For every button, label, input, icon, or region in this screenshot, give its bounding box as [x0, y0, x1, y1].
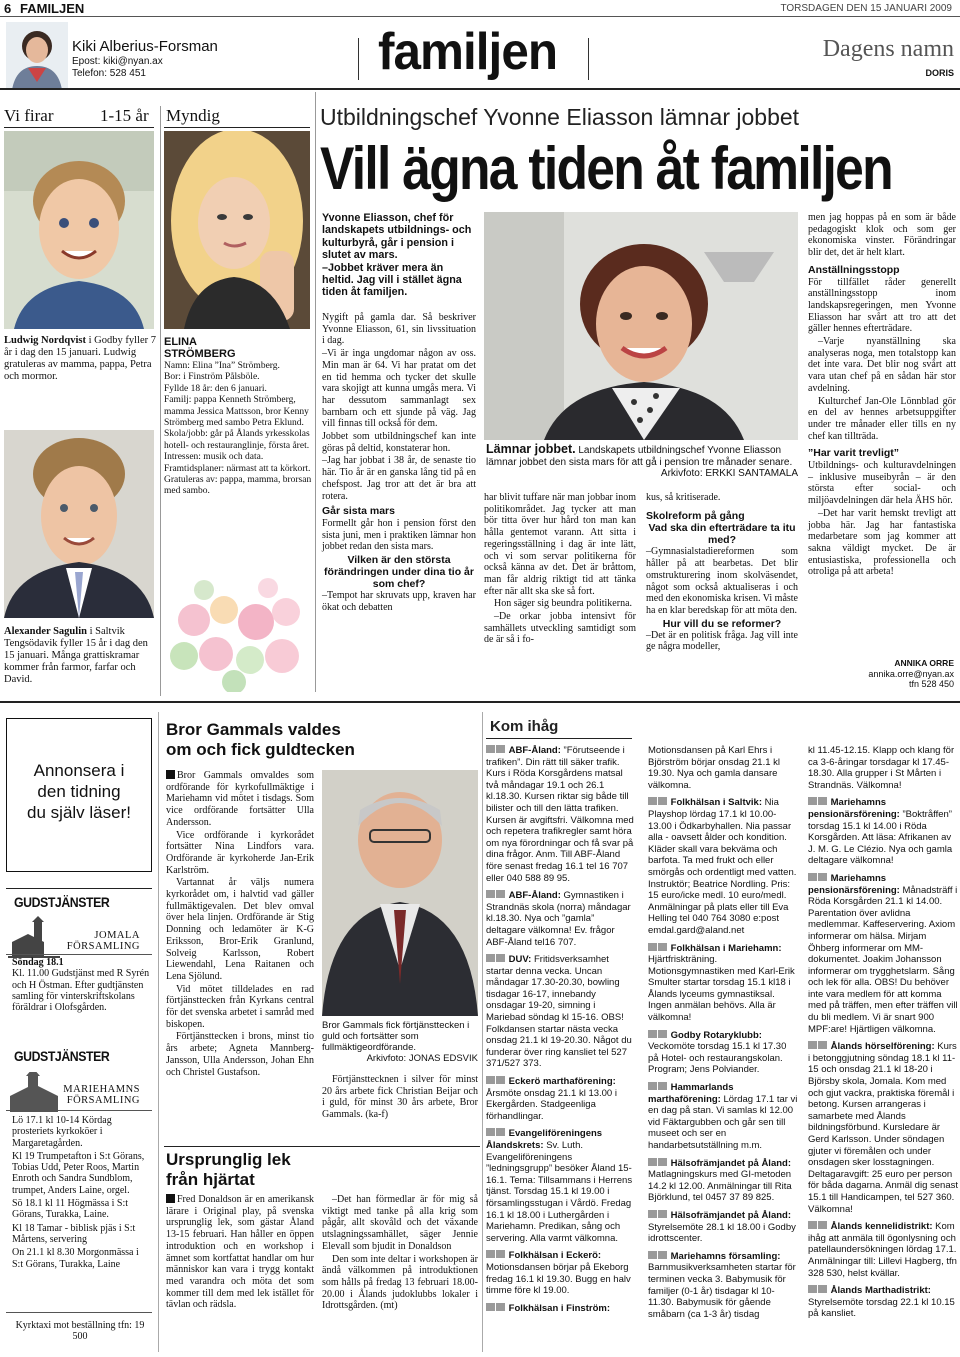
notice	[486, 1250, 636, 1296]
notice-marker	[658, 1251, 667, 1259]
alexander-name: Alexander Sagulin	[4, 626, 87, 637]
dagens-namn-label: Dagens namn	[822, 36, 954, 62]
notice-text: kl 11.45-12.15. Klapp och klang för ca 3-6-åringar torsdagar kl 17.45-18.30. Alla grupper i St Mårten i Strandnäs. Välkomna!	[808, 745, 955, 791]
paragraph: Vartannat år väljs numera kyrkorådet om, i halvtid vad gäller fullmäktigevalen. Det blev omval över hela linjen. Ordförande är Stig Donning och ledamöter är K-G Eriksson, Bror-Erik Granlund, Solveig Karlsson, Robert Liewendahl, Lena Raitanen och Lena Sjölund.	[166, 877, 314, 982]
elina-fact: Skola/jobb: går på Ålands yrkesskolas hotell- och restauranglinje, första året.	[164, 429, 310, 451]
ad-line: den tidning	[37, 782, 121, 801]
ad-line: du själv läser!	[27, 803, 131, 822]
notice-text: Matlagningskurs med GI-metoden 14.2 kl 12.00. Anmälningar till Rita Björklund, tel 0457 37 89 825.	[648, 1169, 792, 1204]
paragraph: Formellt går hon i pension först den sista juni, men i praktiken lämnar hon jobbet redan den sista mars.	[322, 517, 476, 553]
notice-text: Månadsträff i Röda Korsgården 21.1 kl 14.00. Parentation över avlidna medlemmar. Kaffeservering. Axiom informerar om hälsa. Mirjam Öhberg informerar om MM-dokumentet. Joakim Johansson informerar om trygghetslarm. Sång och lek för alla. OBS! Du behöver inte vara medlem för att komma med på träffen, men efter träffen vill du bli medlem. Vi är snart 900 MPF:are! Hjärtligen välkomna.	[808, 884, 958, 1035]
paragraph: –Det han förmedlar är för mig så viktigt med tanke på alla krig som pågår, allt skovåld och det växande utslagningssamhället, säger Jennie Elevall som bjudit in Donaldson	[322, 1194, 478, 1252]
notice	[648, 797, 798, 936]
notice	[486, 1128, 636, 1244]
elina-fact: Framtidsplaner: närmast att ta körkort.	[164, 463, 311, 474]
ludwig-name: Ludwig Nordqvist	[4, 335, 86, 346]
yvonne-photo	[484, 212, 798, 440]
paragraph: –De orkar jobba intensivt för samhällets utveckling samtidigt som de är så i fo-	[484, 611, 636, 646]
ad-line: Annonsera i	[33, 761, 125, 780]
lead-text: Yvonne Eliasson, chef för landskapets utbildnings- och kulturbyrå, går i pension i slutet av mars.	[322, 212, 472, 262]
elina-fact: Intressen: musik och data.	[164, 452, 264, 463]
subhead: Går sista mars	[322, 505, 395, 518]
notice-marker	[486, 1128, 495, 1136]
age-label: 1-15 år	[100, 106, 149, 125]
notice-text: Sv. Luth. Evangeliföreningens ”ledningsgrupp” besöker Åland 15-16.1. Tema: Tillsammans i Herrens tjänst. Torsdag 15.1 kl 19.00 i församlingsstugan i Vårdö. Fredag 16.1 kl 18.00 i Luthergården i Mariehamn. Predikan, sång och servering. Alla varmt välkomna.	[486, 1140, 633, 1244]
jomala-schedule	[12, 957, 152, 1013]
elina-fact: Namn: Elina ”Ina” Strömberg.	[164, 361, 280, 371]
notice-marker	[818, 1285, 827, 1293]
ludwig-caption	[4, 335, 156, 383]
notice	[486, 1076, 636, 1122]
notice-title: ABF-Åland:	[508, 890, 561, 902]
notice-marker	[658, 943, 667, 951]
elina-first-name: ELINA	[164, 336, 197, 348]
elina-fact: Familj: pappa Kenneth Strömberg, mamma Jessica Mattsson, bror Kenny Strömberg med sambo Petra Eklund.	[164, 395, 309, 429]
article-col3	[646, 492, 798, 654]
paragraph	[166, 770, 314, 829]
notice-marker	[658, 1158, 667, 1166]
mariehamn-parish	[60, 1084, 140, 1106]
paragraph: –Tempot har skruvats upp, kraven har ökat och debatten	[322, 590, 476, 613]
notice-marker	[818, 1221, 827, 1229]
notice-marker	[808, 1285, 817, 1293]
elina-fact: Fyllde 18 år: den 6 januari.	[164, 383, 267, 394]
article-kicker: Utbildningschef Yvonne Eliasson lämnar jobbet	[320, 104, 800, 130]
kom-ihag-col2	[648, 745, 798, 1326]
schedule-line: On 21.1 kl 8.30 Morgonmässa i S:t Görans, Turakka, Laine	[12, 1247, 139, 1270]
bror-col2: Förtjänsttecknen i silver för minst 20 års arbete fick Christian Beijar och i guld, för minst 30 års arbete, Bror Gammals. (ka-f)	[322, 1074, 478, 1121]
notice	[648, 1210, 798, 1245]
elina-photo	[164, 131, 310, 329]
paragraph: Utbildnings- och kulturavdelningen – inklusive museibyrån – är den största efter social- och miljöavdelningen där hela ÄHS hör.	[808, 460, 956, 507]
notice-title: ABF-Åland:	[508, 745, 561, 756]
editor-photo	[6, 22, 68, 90]
article-col1	[322, 312, 476, 614]
notice-marker	[808, 1221, 817, 1229]
editor-email[interactable]: Epost: kiki@nyan.ax	[72, 56, 163, 67]
ludwig-caption-text: i Godby fyller 7 år i dag den 15 januari. Ludwig gratuleras av mamma, pappa, Petra och mormor.	[4, 335, 156, 382]
subhead: Anställningsstopp	[808, 263, 900, 276]
notice-marker	[658, 797, 667, 805]
schedule-line: Kl 18 Tamar - biblisk pjäs i S:t Mårtens, servering	[12, 1222, 136, 1245]
byline	[868, 658, 954, 690]
mariehamn-schedule	[12, 1115, 152, 1272]
mariehamn-church-icon	[8, 1072, 60, 1114]
lead-quote: –Jobbet kräver mera än heltid. Jag vill i stället ägna tiden åt familjen.	[322, 261, 462, 299]
paragraph: Hon säger sig beundra politikerna.	[494, 598, 633, 610]
notice-text: Barnmusikverksamheten startar för terminen vecka 3. Babymusik för familjer (0-1 år) tisdagar kl 10-11.30. Babymusik för gående småbarn (ca 1-3 år) tisdag	[648, 1262, 796, 1320]
notice-marker	[648, 1251, 657, 1259]
flowers-photo	[164, 560, 312, 692]
notice-marker	[486, 1250, 495, 1258]
notice	[648, 1158, 798, 1204]
notice-title: Folkhälsan i Saltvik:	[670, 797, 762, 809]
notice	[808, 873, 958, 1035]
question: Vilken är den största förändringen under dina tio år som chef?	[324, 554, 474, 591]
elina-last-name: STRÖMBERG	[164, 348, 236, 360]
alexander-photo	[4, 430, 154, 618]
notice-text: Motionsdansen börjar på Ekeborg fredag 16.1 kl 19.30. Bugg en halv timme före kl 19.00.	[486, 1261, 631, 1297]
notice-title: Folkhälsan i Finström:	[508, 1302, 610, 1314]
parish-type: FÖRSAMLING	[66, 941, 140, 952]
notice-marker	[808, 873, 817, 881]
notice-marker	[808, 1041, 817, 1049]
notice-title: Hälsofrämjandet på Åland:	[670, 1157, 791, 1169]
notice-marker	[496, 954, 505, 962]
notice-title: Eckerö marthaförening:	[508, 1076, 616, 1088]
masthead: familjen	[378, 23, 558, 81]
paragraph: –Det har varit hemskt trevligt att jobba här. Jag har fantastiska medarbetare som jag kommer att sakna väldigt mycket. De är entusiastiska, professionella och otroliga på att arbeta!	[808, 507, 956, 578]
notice-text: Fritidsverksamhet startar denna vecka. Uncan måndagar 17.30-20.30, bowling tisdagar 16-17, innebandy onsdagar 19-20, simning i Mariebad söndag kl 15-16. OBS! Folkdansen startar nästa vecka onsdag 21.1 kl 19-20.30. Något du funderar över ring kansliet tel 527 371/527 373.	[486, 954, 632, 1070]
notice-marker	[658, 1030, 667, 1038]
paragraph: –Gymnasialstadiereformen som håller på att bearbetas. Det blir omstrukturering inom skolväsendet, något som också aktualiseras i och med den ekonomiska krisen. Vi måste ha en klar beredskap för att möta den.	[646, 546, 798, 616]
question: Vad ska din efterträdare ta itu med?	[648, 522, 796, 547]
notice-title: Folkhälsan i Eckerö:	[508, 1250, 602, 1262]
schedule-line: Sö 18.1 kl 11 Högmässa i S:t Görans, Turakka, Laine.	[12, 1198, 129, 1221]
byline-name: ANNIKA ORRE	[894, 658, 954, 668]
notice-text: Nia Playshop lördag 17.1 kl 10.00-13.00 i Ödkarbyhallen. Nia passar alla - oavsett ålder och kondition. Kläder skall vara bekväma och barfota. Ta med frukt och eller smörgås och ordentligt med vatten. Instruktör; Beatrice Nordling. Pris: 15 euro/icke medl. 10 euro/medl. Anmälningar på plats eller till Eva Helling tel 040 764 3080 e:post emdal.gard@aland.net	[648, 797, 797, 936]
notice-title: Ålands hörselförening:	[830, 1041, 935, 1053]
question: Hur vill du se reformer?	[662, 617, 782, 630]
alexander-caption	[4, 626, 156, 686]
article-lead	[322, 212, 478, 299]
parish-type: FÖRSAMLING	[66, 1095, 140, 1106]
notice-title: Ålands kennelidistrikt:	[830, 1221, 933, 1233]
notice	[808, 1221, 958, 1279]
notice-marker	[658, 1082, 667, 1090]
paragraph: kus, så kritiserade.	[646, 492, 721, 503]
vi-firar-label: Vi firar	[4, 106, 54, 125]
gudstjanster-title: GUDSTJÄNSTER	[14, 894, 110, 910]
article-col4	[808, 212, 956, 579]
notice	[808, 1041, 958, 1215]
notice-marker	[496, 1076, 505, 1084]
ad-text	[6, 760, 152, 823]
notice-title: Mariehamns pensionärsförening:	[808, 872, 900, 896]
paragraph: Den som inte deltar i workshopen är ändå välkommen på introduktionen som hålls på fredag 13 februari 18.00-20.00 i Ålands judoklubbs lokaler i Idrottsgården. (mt)	[322, 1253, 478, 1312]
elina-fact: Bor: i Finström Pålsböle.	[164, 372, 260, 383]
notice-marker	[496, 745, 505, 753]
notice-marker	[486, 954, 495, 962]
schedule-line: Kl 19 Trumpetafton i S:t Görans, Tobias Udd, Peter Roos, Martin Enroth och Sandra Sundblom, trumpet, Anders Laine, orgel.	[12, 1150, 145, 1196]
notice	[808, 745, 958, 791]
myndig-label: Myndig	[166, 106, 220, 125]
notice-text: Lördag 17.1 tar vi en dag på stan. Vi samlas kl 12.00 vid Fäktargubben och går sen till museet och ser en handarbetsutställning m.m.	[648, 1093, 798, 1151]
bror-photo-caption	[322, 1020, 478, 1064]
paragraph: För tillfället råder generellt anställningsstopp inom landskapsregeringen, men Yvonne Eliasson har svårt att tro att det gäller hennes efterträdare.	[808, 276, 956, 335]
photo-caption-bold: Lämnar jobbet.	[486, 442, 576, 456]
lek-headline: Ursprunglig lek från hjärtat	[166, 1150, 291, 1189]
paragraph: –Det är en politisk fråga. Jag vill inte ge några modeller,	[646, 629, 798, 653]
notice-title: Mariehamns församling:	[670, 1250, 781, 1262]
notice-marker	[808, 797, 817, 805]
kom-ihag-col1	[486, 745, 636, 1320]
kom-ihag-title: Kom ihåg	[490, 718, 559, 735]
editor-phone: Telefon: 528 451	[72, 68, 146, 79]
notice	[486, 954, 636, 1070]
paragraph: Jobbet som utbildningschef kan inte göras på deltid, konstaterar hon.	[322, 431, 476, 454]
paragraph: Vid mötet tilldelades en rad förtjänsttecken från Kyrkans central för det svenska arbetet i samråd med biskopen.	[166, 983, 314, 1030]
byline-phone: tfn 528 450	[908, 679, 954, 689]
schedule-line: Kl. 11.00 Gudstjänst med R Syrén och H Östman. Efter gudtjänsten samling för vinterskriftskolans föräldrar i Olofsgården.	[12, 968, 150, 1014]
section-name: FAMILJEN	[20, 1, 85, 16]
subhead: Skolreform på gång	[646, 509, 745, 522]
notice-title: Hälsofrämjandet på Åland:	[670, 1209, 791, 1221]
alexander-caption-text: i Saltvik Tengsödavik fyller 15 år i dag den 15 januari. Många grattiskramar kommer från farmor, farfar och David.	[4, 626, 148, 685]
yvonne-photo-caption	[486, 444, 798, 480]
bror-col1	[166, 770, 314, 1079]
bror-headline: Bror Gammals valdes om och fick guldtecken	[166, 720, 355, 759]
notice-marker	[648, 1210, 657, 1218]
subhead: ”Har varit trevligt”	[808, 447, 900, 460]
notice-marker	[486, 1076, 495, 1084]
notice-marker	[818, 873, 827, 881]
page-number: 6	[4, 1, 12, 16]
parish-name: JOMALA	[94, 930, 140, 941]
notice-marker	[648, 797, 657, 805]
notice-marker	[818, 1041, 827, 1049]
photo-caption-text: Landskapets utbildningschef Yvonne Eliasson lämnar jobbet den sista mars för att gå i pension tre månader senare.	[486, 445, 793, 468]
notice-text: Kom ihåg att anmäla till ögonlysning och patellaundersökningen lördag 17.1. Anmälningar till: Lillevi Hagberg, tfn 328 530, helst kvällar.	[808, 1221, 957, 1279]
byline-email[interactable]: annika.orre@nyan.ax	[868, 668, 954, 679]
ludwig-photo	[4, 131, 154, 329]
notice-title: Folkhälsan i Mariehamn:	[670, 942, 782, 954]
notice	[648, 745, 798, 791]
paragraph: Förtjänsttecken i brons, minst tio års arbete; Agneta Mannberg-Jansson, Ulla Andersson, Johan Ehn och Christel Gustafson.	[166, 1031, 314, 1078]
issue-date: TORSDAGEN DEN 15 JANUARI 2009	[780, 3, 952, 14]
notice	[808, 1285, 958, 1320]
notice	[486, 1303, 636, 1315]
elina-fact: Gratuleras av: pappa, mamma, brorsan med sambo.	[164, 475, 312, 497]
notice	[486, 745, 636, 884]
lek-col1	[166, 1194, 314, 1312]
notice	[648, 1082, 798, 1152]
paragraph: Nygift på gamla dar. Så beskriver Yvonne Eliasson, 61, sin livssituation i dag.	[322, 312, 476, 347]
notice-marker	[648, 1030, 657, 1038]
notice-marker	[496, 1128, 505, 1136]
photo-caption-text: Bror Gammals fick förtjänsttecken i guld och fortsätter som fullmäktigeordförande.	[322, 1020, 470, 1053]
notice-marker	[818, 797, 827, 805]
notice-title: DUV:	[508, 954, 532, 966]
notice-title: Evangeliföreningens Ålandskrets:	[486, 1128, 603, 1151]
notice	[648, 943, 798, 1024]
paragraph-text: Bror Gammals omvaldes som ordförande för kyrkofullmäktige i Mariehamn vid mötet i tisdags. Som vice ordförande fortsätter Ulla Andersson.	[166, 770, 314, 828]
notice-marker	[486, 1303, 495, 1311]
paragraph: –Varje nyanställning ska analyseras noga, men totalstopp kan det inte vara. Det blir nog svårt att vara utan chef på en sådan här stor avdelning.	[808, 336, 956, 394]
schedule-line: Lö 17.1 kl 10-14 Kördag prosteriets kyrkoköer i Margaretagården.	[12, 1115, 112, 1149]
lek-col2	[322, 1194, 478, 1313]
elina-facts	[164, 361, 312, 498]
notice-text: Styrelsemöte 28.1 kl 18.00 i Godby idrottscenter.	[648, 1221, 796, 1245]
notice	[808, 797, 958, 867]
notice-marker	[496, 890, 505, 898]
paragraph-text: Fred Donaldson är en amerikansk lärare i Original play, på svenska ursprunglig lek, som gästar Åland 13-15 februari. Han håller en öppen introduktion och en workshop i ämnet som kortfattat handlar om hur människor kan vara i trygg kontakt med varandra och möta det som kommer till dem med lek istället för tävlan och rädsla.	[166, 1194, 314, 1311]
paragraph	[166, 1194, 314, 1311]
article-headline: Vill ägna tiden åt familjen	[320, 135, 892, 202]
notice-marker	[648, 1082, 657, 1090]
gudstjanster-title-2: GUDSTJÄNSTER	[14, 1048, 110, 1064]
notice-text: ”Förutseende i trafiken”. Din rätt till säker trafik. Kurs i Röda Korsgårdens matsal två måndagar 19.1 och 26.1 kl.18.30. Kursen riktar sig både till bilister och till den lätta trafiken. Kursen är avgiftsfri. Välkomna med och repetera trafikregler samt höra om nya förordningar och få svar på dina frågor. Anm. Till ABF-Åland före senast fredag 16.1 tel 16 707 eller 040 588 89 95.	[486, 745, 634, 884]
elina-name	[164, 336, 236, 360]
article-start-marker	[166, 770, 175, 779]
jomala-parish	[60, 930, 140, 952]
notice-text: Styrelsemöte torsdag 22.1 kl 10.15 på kansliet.	[808, 1296, 955, 1320]
photo-credit: Arkivfoto: ERKKI SANTAMALA	[660, 468, 798, 480]
notice-text: Kurs i betonggjutning söndag 18.1 kl 11-15 och onsdag 21.1 kl 18-20 i Björsby skola, Jomala. Kom med och gjut vackra, praktiska föremål i betong. Kursen arrangeras i samarbete med Ålands bildningsförbund. Kursledare är Gerd Karlsson. Under söndagen gjuter vi föremålen och under onsdagen sker losstagningen. Deltagaravgift: 25 euro per person för båda dagarna. Anmäl dig senast 15.1 till Handicampen, tel 527 360. Välkomna!	[808, 1041, 958, 1215]
kyrktaxi: Kyrktaxi mot beställning tfn: 19 500	[15, 1320, 145, 1343]
notice-text: Gymnastiken i Strandnäs skola (norra) måndagar kl.18.30. Nya och ”gamla” deltagare välkomna! Ev. frågor ABF-Åland tel16 707.	[486, 890, 631, 948]
notice-title: Ålands Marthadistrikt:	[830, 1285, 931, 1297]
paragraph: Vice ordförande i kyrkorådet fortsätter Nina Lindfors vara. Ordförande är kyrkoherde Jan-Erik Karlström.	[166, 829, 314, 876]
notice-marker	[648, 1158, 657, 1166]
paragraph: –Vi är inga ungdomar någon av oss. Min man är 64. Vi har pratat om det en tid hemma och tycker det skulle vara skojigt att kunna umgås mera. Vi har dessutom sammanlagt sex barnbarn och ett sjunde på väg. Jag vill finnas till också för dem.	[322, 348, 476, 430]
notice-marker	[496, 1303, 505, 1311]
notice-marker	[648, 943, 657, 951]
notice	[648, 1251, 798, 1321]
parish-name: MARIEHAMNS	[63, 1084, 140, 1095]
bror-photo	[322, 770, 478, 1016]
article-col2	[484, 492, 636, 647]
notice-marker	[486, 745, 495, 753]
notice-text: Veckomöte torsdag 15.1 kl 17.30 på Hotel- och restaurangskolan. Program; Jens Polviander.	[648, 1041, 787, 1076]
notice	[486, 890, 636, 948]
jomala-church-icon	[8, 916, 60, 958]
paragraph: men jag hoppas på en som är både pedagogiskt klok och som ger ekonomiska vinster. Förändringar blir det, det är helt klart.	[808, 212, 956, 259]
notice-title: Mariehamns pensionärsförening:	[808, 797, 900, 820]
notice-title: Godby Rotaryklubb:	[670, 1029, 762, 1041]
paragraph: Kulturchef Jan-Ole Lönnblad gör en del av hennes arbetsuppgifter under tre månader eller tills en ny chef kan tillträda.	[808, 395, 956, 442]
notice	[648, 1030, 798, 1076]
paragraph: har blivit tuffare när man jobbar inom politikområdet. Jag tycker att man bör titta över hur hård ton man kan hålla gentemot varann. Att sitta i regeringsställning i dag är inte lätt, och vi som servar politikerna för också känna av det. Det är bråttom, man får aldrig riktigt tid att tänka efter när allt ska ske så fort.	[484, 492, 636, 597]
notice-title: Hammarlands marthaförening:	[648, 1082, 734, 1105]
schedule-date: Söndag 18.1	[12, 957, 64, 968]
notice-text: ”Boktråffen” torsdag 15.1 kl 14.00 i Röda Korsgården. Att läsa: Afrikanen av J. M. G. Le Clézio. Nya och gamla deltagare välkomna!	[808, 808, 953, 867]
notice-marker	[496, 1250, 505, 1258]
kom-ihag-col3	[808, 745, 958, 1326]
name-of-day: DORIS	[925, 68, 954, 78]
editor-name: Kiki Alberius-Forsman	[72, 38, 218, 55]
paragraph: –Jag har jobbat i 38 år, de senaste tio här. Tio år är en ganska lång tid på en chefspost. Jag tror att det är bra att rotera.	[322, 455, 476, 502]
notice-marker	[486, 890, 495, 898]
article-start-marker	[166, 1194, 175, 1203]
notice-marker	[658, 1210, 667, 1218]
notice-text: Hjärtfriskträning. Motionsgymnastiken med Karl-Erik Smulter startar torsdag 15.1 kl18 i Ålands lyceums gymnastiksal. Ingen anmälan behövs. Alla är välkomna!	[648, 954, 795, 1024]
notice-text: Motionsdansen på Karl Ehrs i Björström börjar onsdag 21.1 kl 19.30. Nya och gamla dansare välkomna.	[648, 745, 781, 791]
photo-credit: Arkivfoto: JONAS EDSVIK	[366, 1053, 478, 1064]
notice-text: Årsmöte onsdag 21.1 kl 13.00 i Ekergården. Stadgeenliga förhandlingar.	[486, 1087, 617, 1122]
